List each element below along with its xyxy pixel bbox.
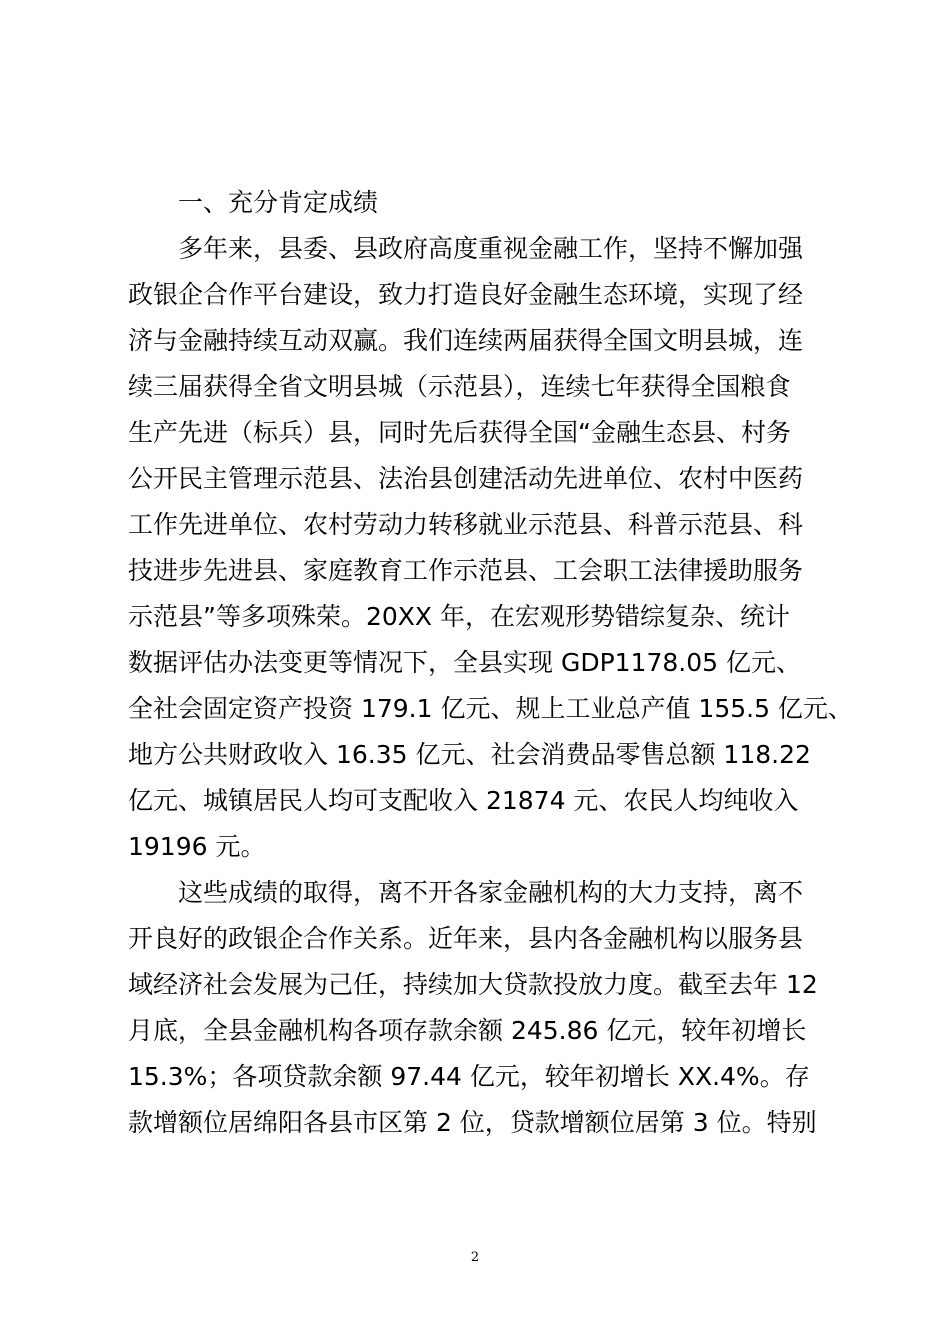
page-number: 2	[470, 1250, 480, 1265]
paragraph-line: 续三届获得全省文明县城（示范县），连续七年获得全国粮食	[128, 372, 791, 401]
document-body	[128, 180, 853, 1146]
paragraph-line: 地方公共财政收入 16.35 亿元、社会消费品零售总额 118.22	[128, 740, 811, 769]
paragraph-line: 多年来，县委、县政府高度重视金融工作，坚持不懈加强	[178, 234, 804, 263]
paragraph-line: 生产先进（标兵）县，同时先后获得全国“金融生态县、村务	[128, 418, 791, 447]
paragraph-line: 数据评估办法变更等情况下，全县实现 GDP1178.05 亿元、	[128, 648, 801, 677]
paragraph-line: 公开民主管理示范县、法治县创建活动先进单位、农村中医药	[128, 464, 804, 493]
paragraph-line: 域经济社会发展为己任，持续加大贷款投放力度。截至去年 12	[128, 970, 818, 999]
paragraph-line: 这些成绩的取得，离不开各家金融机构的大力支持，离不	[178, 878, 804, 907]
paragraph-line: 款增额位居绵阳各县市区第 2 位，贷款增额位居第 3 位。特别	[128, 1108, 817, 1137]
paragraph-line: 政银企合作平台建设，致力打造良好金融生态环境，实现了经	[128, 280, 804, 309]
section-heading: 一、充分肯定成绩	[178, 188, 379, 217]
paragraph-line: 月底，全县金融机构各项存款余额 245.86 亿元，较年初增长	[128, 1016, 807, 1045]
paragraph-line: 19196 元。	[128, 832, 266, 861]
paragraph-line: 15.3%；各项贷款余额 97.44 亿元，较年初增长 XX.4%。存	[128, 1062, 810, 1091]
paragraph-line: 工作先进单位、农村劳动力转移就业示范县、科普示范县、科	[128, 510, 804, 539]
paragraph-line: 示范县”等多项殊荣。20XX 年，在宏观形势错综复杂、统计	[128, 602, 790, 631]
paragraph-line: 技进步先进县、家庭教育工作示范县、工会职工法律援助服务	[128, 556, 804, 585]
paragraph-line: 开良好的政银企合作关系。近年来，县内各金融机构以服务县	[128, 924, 804, 953]
paragraph-line: 济与金融持续互动双赢。我们连续两届获得全国文明县城，连	[128, 326, 804, 355]
paragraph-2	[128, 870, 840, 1146]
paragraph-1	[128, 226, 853, 870]
paragraph-line: 全社会固定资产投资 179.1 亿元、规上工业总产值 155.5 亿元、	[128, 694, 853, 723]
paragraph-line: 亿元、城镇居民人均可支配收入 21874 元、农民人均纯收入	[128, 786, 799, 815]
